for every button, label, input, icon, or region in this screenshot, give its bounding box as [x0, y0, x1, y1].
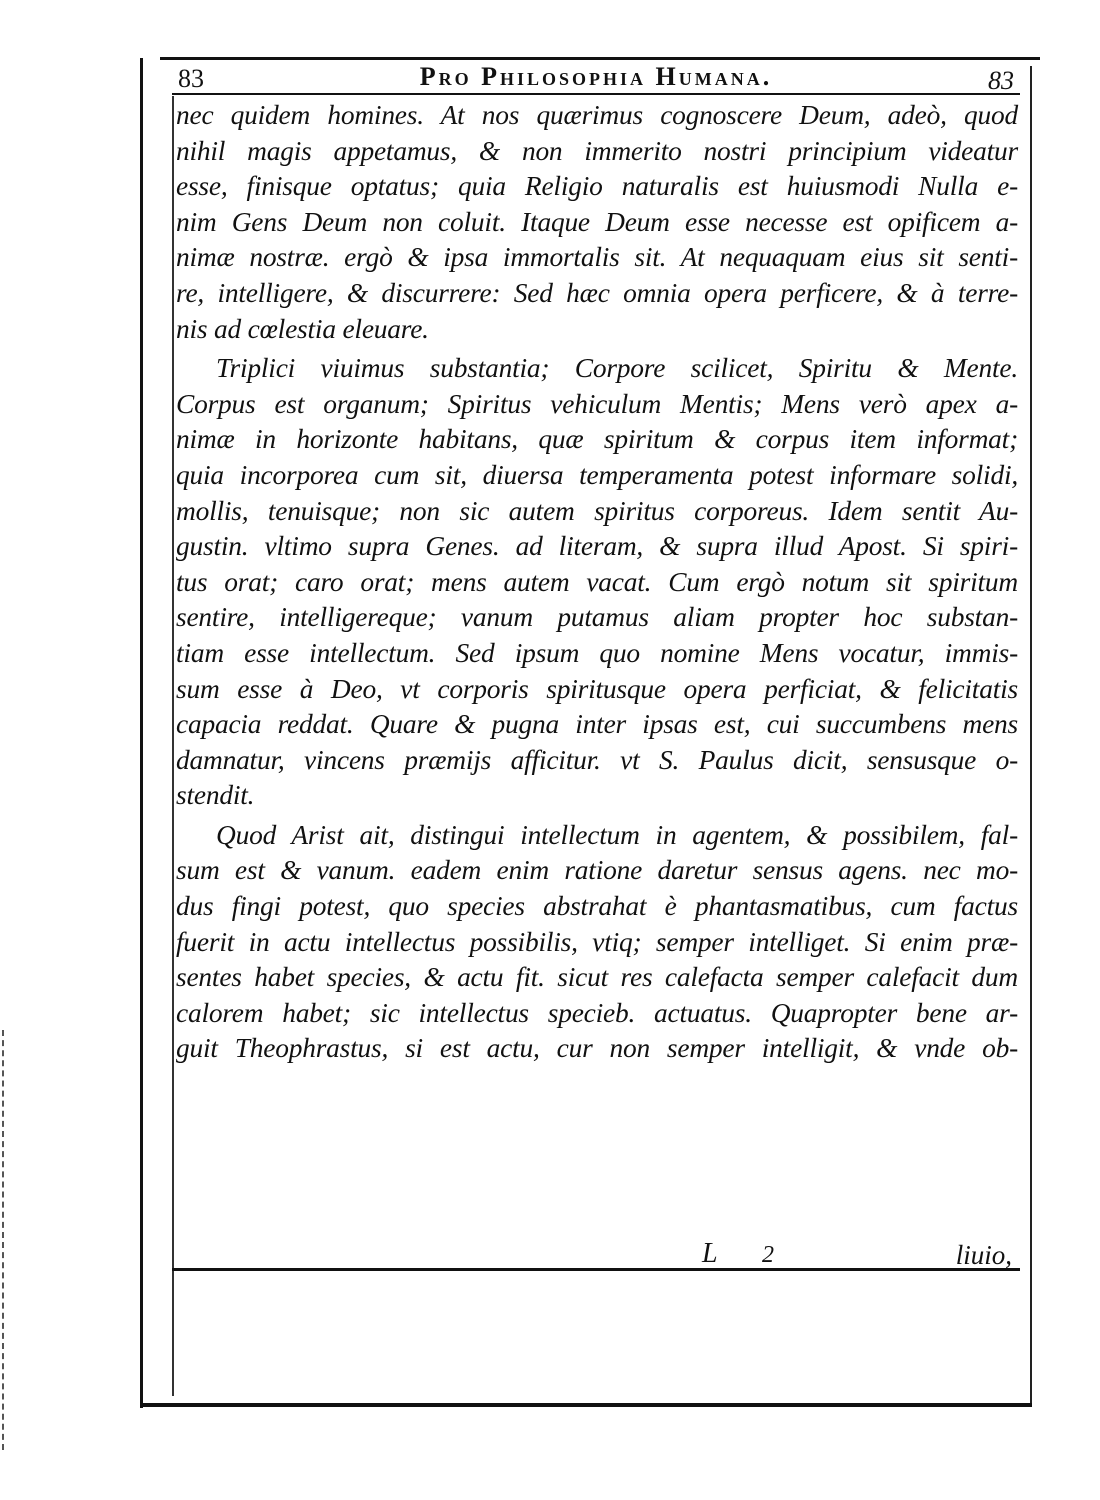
- inner-left-rule: [172, 96, 174, 1396]
- text-line: re, intelligere, & discurrere: Sed hæc omnia opera perficere, & à terre-: [176, 277, 1018, 308]
- signature-number: 2: [762, 1242, 774, 1268]
- text-line: sentire, intelligereque; vanum putamus aliam propter hoc substan-: [176, 602, 1018, 633]
- text-line: nis ad cœlestia eleuare.: [176, 313, 429, 344]
- text-line: stendit.: [176, 780, 255, 811]
- scan-edge-marks: [2, 1030, 7, 1450]
- text-line: tiam esse intellectum. Sed ipsum quo nomine Mens vocatur, immis-: [176, 637, 1018, 668]
- frame-left-rule: [140, 58, 143, 1408]
- text-line: mollis, tenuisque; non sic autem spiritus corporeus. Idem sentit Au-: [176, 495, 1018, 526]
- catchword: liuio,: [955, 1240, 1012, 1270]
- text-line: sentes habet species, & actu fit. sicut res calefacta semper calefacit dum: [176, 962, 1018, 993]
- text-line: nimæ nostræ. ergò & ipsa immortalis sit. At nequaquam eius sit senti-: [176, 242, 1018, 273]
- header-rule: [172, 93, 1020, 95]
- frame-bottom-rule: [140, 1403, 1032, 1407]
- text-line: capacia reddat. Quare & pugna inter ipsas est, cui succumbens mens: [176, 709, 1018, 740]
- text-line: nim Gens Deum non coluit. Itaque Deum esse necesse est opificem a-: [176, 206, 1018, 237]
- running-title: Pro Philosophia Humana.: [419, 62, 773, 91]
- signature-mark: L: [702, 1238, 718, 1269]
- page-number-right: 83: [988, 66, 1014, 95]
- text-line: dus fingi potest, quo species abstrahat è phantasmatibus, cum factus: [176, 891, 1018, 922]
- page-number-left: 83: [178, 64, 204, 93]
- text-line: nihil magis appetamus, & non immerito nostri principium videatur: [176, 135, 1018, 166]
- text-line: esse, finisque optatus; quia Religio naturalis est huiusmodi Nulla e-: [176, 171, 1018, 202]
- text-line: damnatur, vincens præmijs afficitur. vt S. Paulus dicit, sensusque o-: [176, 744, 1018, 775]
- text-line: nimæ in horizonte habitans, quæ spiritum & corpus item informat;: [176, 424, 1018, 455]
- frame-right-rule: [1030, 66, 1032, 1406]
- text-line: tus orat; caro orat; mens autem vacat. Cum ergò notum sit spiritum: [176, 566, 1018, 597]
- text-bottom-rule: [172, 1268, 1020, 1271]
- running-head: [172, 62, 1020, 95]
- text-line: Quod Arist ait, distingui intellectum in agentem, & possibilem, fal-: [216, 819, 1018, 850]
- text-line: Triplici viuimus substantia; Corpore scilicet, Spiritu & Mente.: [216, 353, 1018, 384]
- text-line: fuerit in actu intellectus possibilis, vtiq; semper intelliget. Si enim præ-: [176, 926, 1018, 957]
- text-line: Corpus est organum; Spiritus vehiculum Mentis; Mens verò apex a-: [176, 388, 1018, 419]
- text-line: sum est & vanum. eadem enim ratione daretur sensus agens. nec mo-: [176, 855, 1018, 886]
- text-line: sum esse à Deo, vt corporis spiritusque opera perficiat, & felicitatis: [176, 673, 1018, 704]
- text-line: nec quidem homines. At nos quærimus cognoscere Deum, adeò, quod: [176, 100, 1018, 130]
- text-line: quia incorporea cum sit, diuersa temperamenta potest informare solidi,: [176, 459, 1018, 490]
- body-text: [176, 98, 1018, 1067]
- page-footer: [172, 1238, 1020, 1268]
- text-line: guit Theophrastus, si est actu, cur non semper intelligit, & vnde ob-: [176, 1033, 1018, 1064]
- text-line: calorem habet; sic intellectus specieb. actuatus. Quapropter bene ar-: [176, 997, 1018, 1028]
- text-line: gustin. vltimo supra Genes. ad literam, & supra illud Apost. Si spiri-: [176, 531, 1018, 562]
- frame-top-rule: [160, 57, 1040, 60]
